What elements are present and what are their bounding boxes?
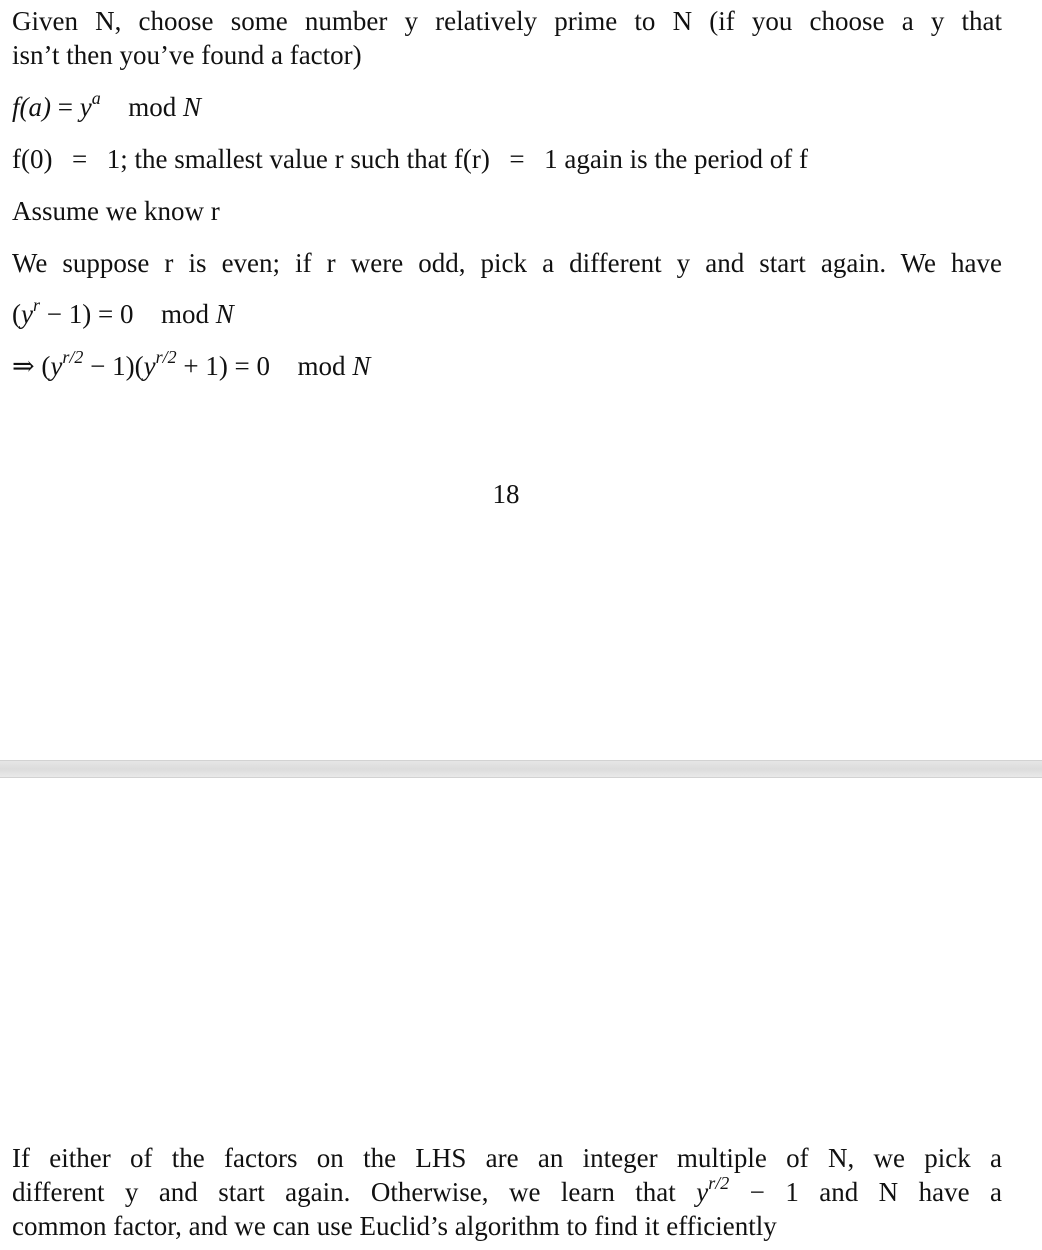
eq-f-N: N [182, 92, 201, 122]
eq-f-lhs: f(a) [12, 92, 51, 122]
eq-fac-open: ( [41, 351, 51, 381]
eq-fac-y2: y [143, 351, 156, 381]
f0-equals-2: = [509, 144, 525, 174]
f0-middle-text: 1; the smallest value r such that f(r) [106, 144, 490, 174]
conclusion-line-1: If either of the factors on the LHS are an integer multiple of N, we pick a [12, 1143, 1002, 1173]
conclusion-line-2-pre: different y and start again. Otherwise, we learn that [12, 1177, 676, 1207]
eq-fac-y1: y [50, 351, 63, 381]
eq-f-equals: = [57, 92, 73, 122]
implies-arrow: ⇒ [12, 351, 35, 381]
eq-yr-open: ( [12, 299, 21, 329]
eq-f-base: y [79, 92, 92, 122]
equation-factorization [12, 349, 1002, 383]
eq-f-exponent: a [91, 88, 101, 108]
conclusion-y: y [696, 1177, 709, 1207]
conclusion-line-3: common factor, and we can use Euclid’s algorithm to find it efficiently [12, 1211, 777, 1241]
eq-fac-exp1: r/2 [62, 347, 84, 367]
f0-end-text: 1 again is the period of f [544, 144, 809, 174]
conclusion-line-2-post: − 1 and N have a [749, 1177, 1002, 1207]
conclusion-exponent: r/2 [708, 1173, 730, 1193]
eq-yr-y: y [21, 299, 33, 329]
equation-y-r [12, 297, 1002, 331]
eq-fac-mid1: − 1)( [83, 351, 144, 381]
conclusion-inline-math [696, 1173, 730, 1207]
intro-line-1: Given N, choose some number y relatively prime to N (if you choose a y that [12, 6, 1002, 36]
eq-yr-N: N [215, 299, 234, 329]
eq-fac-exp2: r/2 [155, 347, 177, 367]
eq-yr-exponent: r [32, 295, 40, 315]
assume-statement: Assume we know r [12, 196, 220, 226]
eq-fac-mod: mod [297, 351, 346, 381]
suppose-statement: We suppose r is even; if r were odd, pick a different y and start again. We have [12, 248, 1002, 278]
page-number: 18 [492, 479, 520, 509]
eq-fac-N: N [352, 351, 371, 381]
intro-line-2: isn’t then you’ve found a factor) [12, 40, 362, 70]
f0-term: f(0) [12, 144, 53, 174]
f0-statement [12, 142, 1002, 176]
eq-yr-rest: − 1) = 0 [40, 299, 134, 329]
eq-f-mod: mod [128, 92, 177, 122]
eq-fac-mid2: + 1) = 0 [176, 351, 271, 381]
equation-f-of-a [12, 90, 1002, 124]
conclusion-line-2 [12, 1175, 1002, 1209]
eq-yr-mod: mod [160, 299, 209, 329]
f0-equals-1: = [71, 144, 88, 174]
page-divider [0, 760, 1042, 778]
